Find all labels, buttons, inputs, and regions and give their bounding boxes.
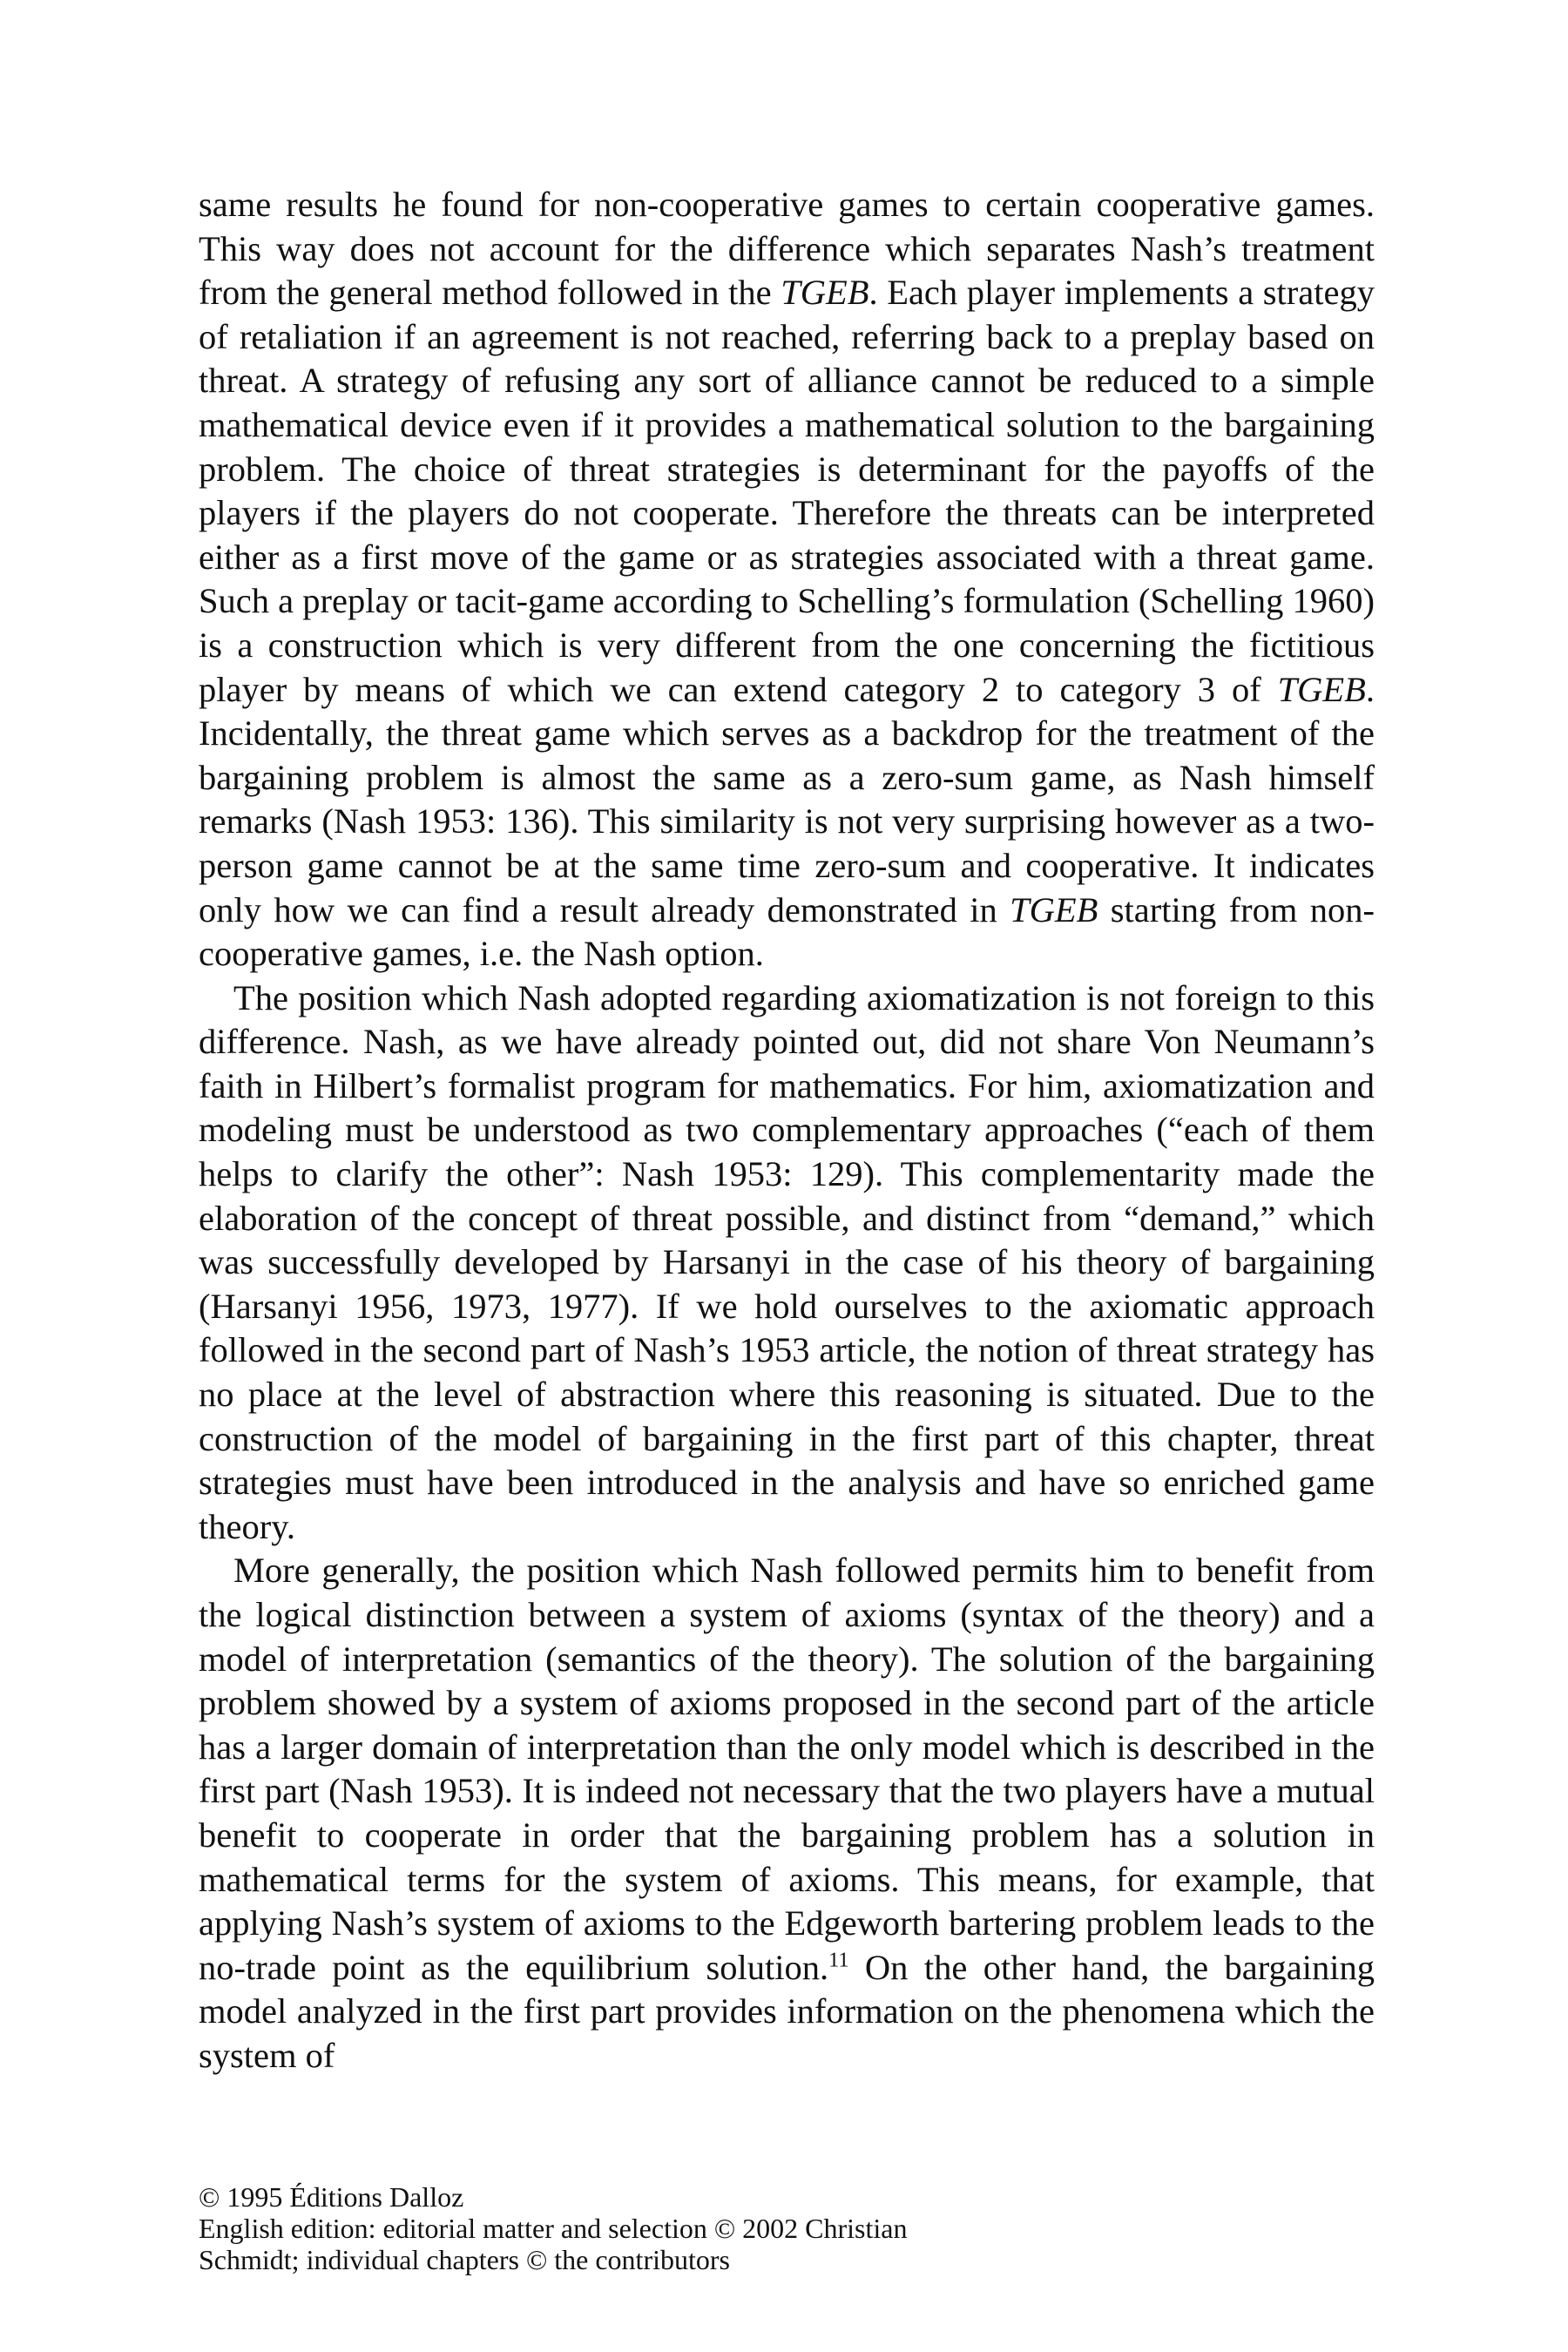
page-body [199,183,1375,2078]
text-run: On the other hand, the bargaining model analyzed in the first part provides information on the phenomena which the system of [199,1947,1375,2075]
text-run: starting from non-cooperative games, i.e. the Nash option. [199,889,1375,974]
text-run: More generally, the position which Nash followed permits him to benefit from the logical distinction between a system of axioms (syntax of the theory) and a model of interpretation (semantics of the theory). The solution of the bargaining problem showed by a system of axioms proposed in the second part of the article has a larger domain of interpretation than the only model which is described in the first part (Nash 1953). It is indeed not necessary that the two players have a mutual benefit to cooperate in order that the bargaining problem has a solution in mathematical terms for the system of axioms. This means, for example, that applying Nash’s system of axioms to the Edgeworth bartering problem leads to the no-trade point as the equilibrium solution. [199,1551,1375,1987]
text-run: . Each player implements a strategy of retaliation if an agreement is not reached, referring back to a preplay based on threat. A strategy of refusing any sort of alliance cannot be reduced to a simple mathematical device even if it provides a mathematical solution to the bargaining problem. The choice of threat strategies is determinant for the payoffs of the players if the players do not cooperate. Therefore the threats can be interpreted either as a first move of the game or as strategies associated with a threat game. Such a preplay or tacit-game according to Schelling’s formulation (Schelling 1960) is a construction which is very different from the one concerning the fictitious player by means of which we can extend category 2 to category 3 of [199,273,1375,709]
text-run: The position which Nash adopted regarding axiomatization is not foreign to this difference. Nash, as we have already pointed out, did not share Von Neumann’s faith in Hilbert’s formalist program for mathematics. For him, axiomatization and modeling must be understood as two complementary approaches (“each of them helps to clarify the other”: Nash 1953: 129). This complementarity made the elaboration of the concept of threat possible, and distinct from “demand,” which was successfully developed by Harsanyi in the case of his theory of bargaining (Harsanyi 1956, 1973, 1977). If we hold ourselves to the axiomatic approach followed in the second part of Nash’s 1953 article, the notion of threat strategy has no place at the level of abstraction where this reasoning is situated. Due to the construction of the model of bargaining in the first part of this chapter, threat strategies must have been introduced in the analysis and have so enriched game theory. [199,977,1375,1546]
copyright-line-1: © 1995 Éditions Dalloz [199,2181,464,2213]
copyright-footer [199,2181,1070,2275]
text-run: . Incidentally, the threat game which serves as a backdrop for the treatment of the bargaining problem is almost the same as a zero-sum game, as Nash himself remarks (Nash 1953: 136). This similarity is not very surprising however as a two-person game cannot be at the same time zero-sum and cooperative. It indicates only how we can find a result already demonstrated in [199,669,1375,929]
copyright-line-2: English edition: editorial matter and selection © 2002 Christian [199,2213,908,2244]
paragraph-1 [199,183,1375,977]
book-title-abbrev: TGEB [1277,669,1366,709]
book-title-abbrev: TGEB [781,273,869,313]
book-title-abbrev: TGEB [1010,889,1098,929]
footnote-marker: 11 [828,1948,849,1972]
text-run: same results he found for non-cooperative games to certain cooperative games. This way does not account for the difference which separates Nash’s treatment from the general method followed in the [199,185,1375,313]
paragraph-2 [199,977,1375,1550]
copyright-line-3: Schmidt; individual chapters © the contributors [199,2244,730,2275]
paragraph-3 [199,1549,1375,2078]
